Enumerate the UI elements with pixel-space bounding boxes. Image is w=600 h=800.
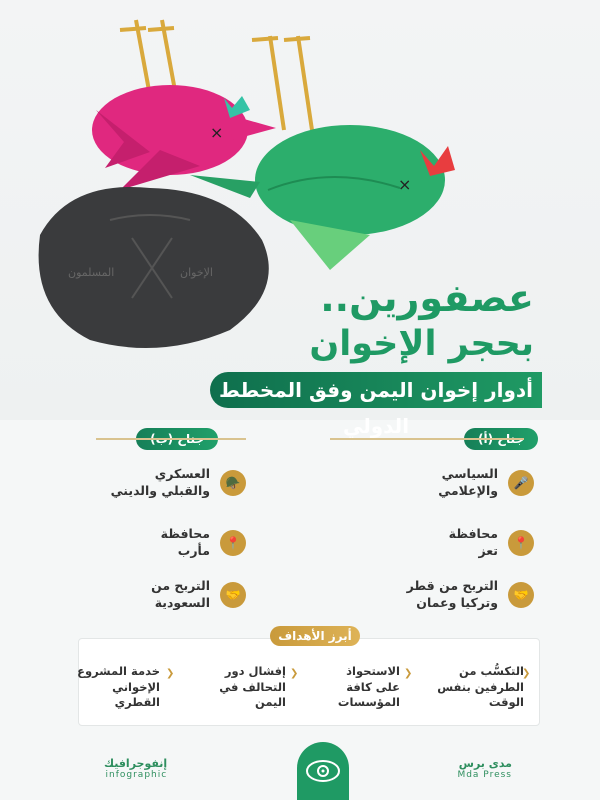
goal-item-1: التكسُّب من الطرفين بنفس الوقت — [437, 664, 524, 710]
goals-title: أبرز الأهداف — [270, 626, 360, 646]
handshake-icon: 🤝 — [508, 582, 534, 608]
footer-right-en: Mda Press — [457, 770, 512, 780]
footer-left-ar: إنفوجرافيك — [104, 757, 168, 770]
stone — [39, 187, 269, 348]
footer-left-en: infographic — [105, 770, 168, 780]
wing-a-item-1 — [438, 466, 534, 500]
goal-item-2: الاستحواذ على كافة المؤسسات — [337, 664, 400, 710]
wing-b-item-2 — [161, 526, 246, 560]
soldier-icon: 🪖 — [220, 470, 246, 496]
svg-text:×: × — [398, 175, 412, 194]
wing-b-divider — [96, 438, 246, 440]
goal-bullet-3: ❯ — [290, 668, 299, 679]
goal-item-4: خدمة المشروع الإخواني القطري — [77, 664, 160, 710]
green-bird-legs — [252, 36, 312, 130]
wing-a-item-3 — [407, 578, 534, 612]
wing-a-item-2-label: محافظة تعز — [448, 526, 498, 558]
footer-right — [457, 757, 512, 780]
handshake-icon: 🤝 — [220, 582, 246, 608]
main-title-line1: عصفورين.. — [320, 276, 534, 320]
goal-bullet-1: ❯ — [522, 668, 531, 679]
main-title-line2: بحجر الإخوان — [309, 324, 534, 364]
goal-bullet-2: ❯ — [404, 668, 413, 679]
subtitle-bar: أدوار إخوان اليمن وفق المخطط الدولي — [210, 372, 542, 408]
magenta-bird-legs — [120, 20, 176, 96]
svg-text:×: × — [210, 123, 224, 142]
wing-b-item-3 — [151, 578, 246, 612]
magenta-bird — [92, 85, 276, 190]
eye-icon — [297, 742, 349, 800]
wing-a-item-3-label: التربح من قطر وتركيا وعمان — [406, 578, 498, 610]
stone-text-1: الإخوان — [180, 266, 213, 279]
wing-b-item-2-label: محافظة مأرب — [160, 526, 210, 558]
wing-a-item-1-label: السياسي والإعلامي — [438, 466, 498, 498]
wing-a-item-2 — [449, 526, 534, 560]
wing-b-item-1-label: العسكري والقبلي والديني — [110, 466, 210, 498]
location-pin-icon: 📍 — [508, 530, 534, 556]
speaker-icon: 🎤 — [508, 470, 534, 496]
goal-bullet-4: ❯ — [166, 668, 175, 679]
eye-icon-svg — [304, 758, 342, 784]
goal-item-3: إفشال دور التحالف في اليمن — [219, 664, 286, 710]
stone-text-2: المسلمون — [68, 266, 115, 279]
wing-b-item-1 — [111, 466, 246, 500]
footer-left — [104, 757, 167, 780]
wing-a-divider — [330, 438, 524, 440]
location-pin-icon: 📍 — [220, 530, 246, 556]
footer-right-ar: مدى برس — [458, 757, 512, 770]
wing-b-item-3-label: التربح من السعودية — [151, 578, 210, 610]
